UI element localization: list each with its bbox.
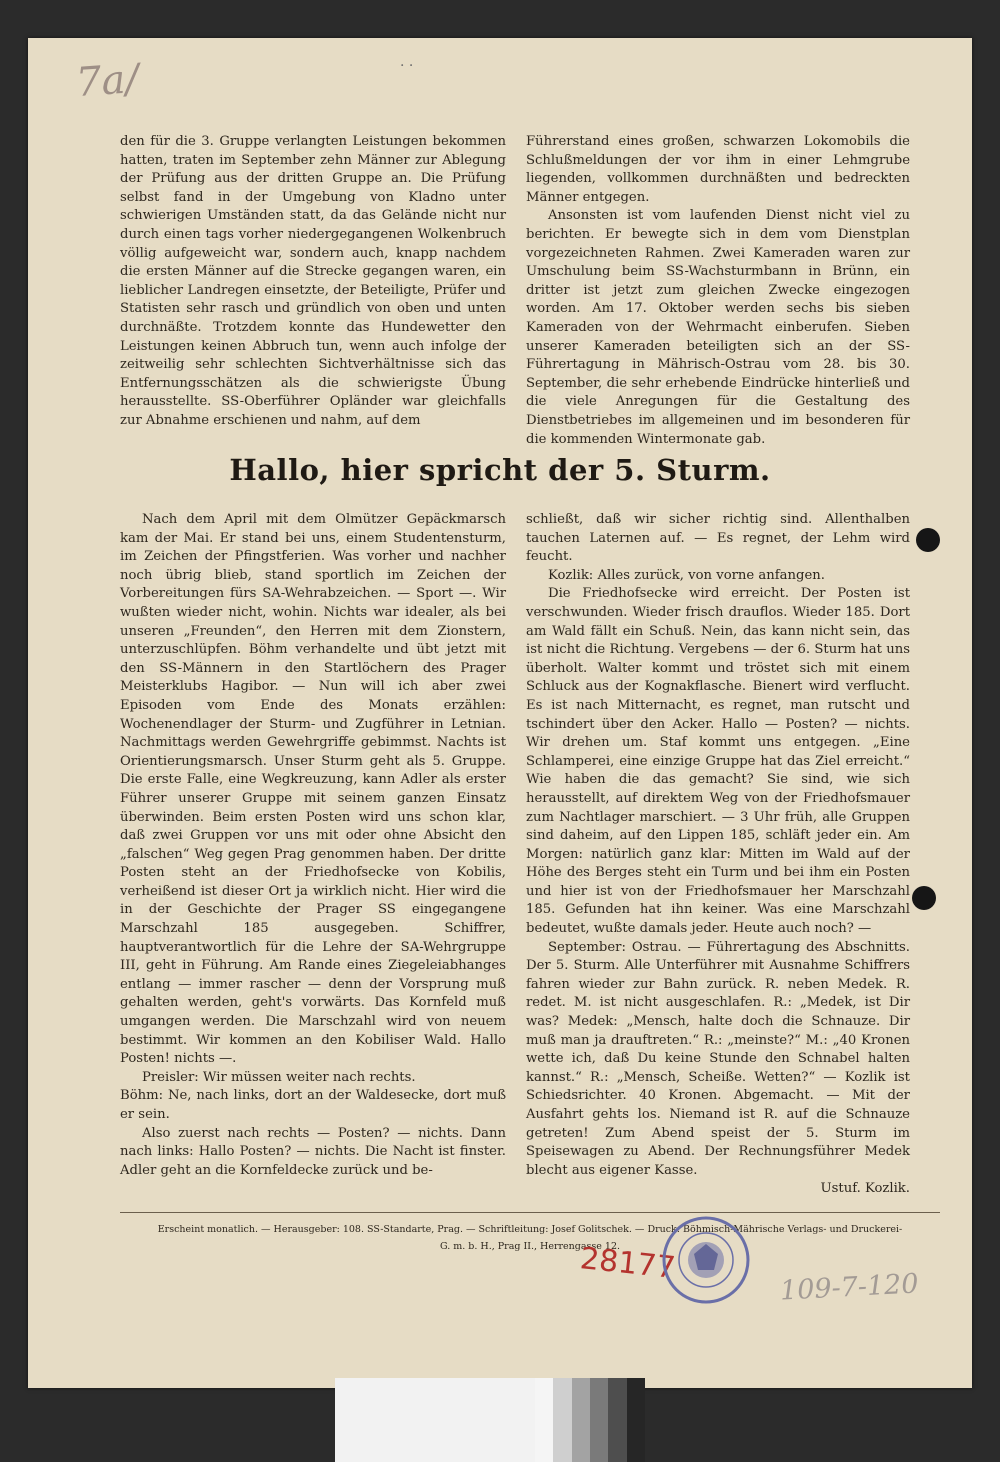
handwritten-note: 7a/	[74, 55, 141, 107]
archive-stamp-icon	[660, 1214, 752, 1306]
paragraph: Preisler: Wir müssen weiter nach rechts.	[142, 1069, 416, 1085]
imprint-line: Erscheint monatlich. — Herausgeber: 108. SS-Standarte, Prag. — Schriftleitung: Josef Golitschek. — Druck: Böhmisch-Mährische Verlags- und Druckerei-	[157, 1224, 903, 1235]
top-right-column	[526, 133, 910, 449]
paragraph: Böhm: Ne, nach links, dort an der Waldesecke, dort muß er sein.	[120, 1088, 506, 1122]
imprint-footer	[120, 1221, 940, 1255]
top-left-column	[120, 133, 506, 431]
punch-hole	[912, 886, 936, 910]
signature: Ustuf. Kozlik.	[820, 1181, 910, 1197]
pencil-mark: · ·	[400, 58, 414, 74]
right-column	[526, 511, 910, 1199]
paragraph: Kozlik: Alles zurück, von vorne anfangen.	[548, 567, 825, 583]
document-page	[28, 38, 972, 1388]
punch-hole	[916, 528, 940, 552]
paragraph: September: Ostrau. — Führertagung des Abschnitts. Der 5. Sturm. Alle Unterführer mit Ausnahme Schiffrers fahren wieder zur Bahn zurück. R. neben Medek. R. redet. M. ist nicht ausgeschlafen. R.: „Medek, ist Dir was? Medek: „Mensch, halte doch die Schnauze. Dir muß man ja drauftreten.“ R.: „meinste?“ M.: „40 Kronen wette ich, daß Du keine Stunde den Schnabel halten kannst.“ R.: „Mensch, Scheiße. Wetten?“ — Kozlik ist Schiedsrichter. 40 Kronen. Abgemacht. — Mit der Ausfahrt gehts los. Niemand ist R. auf die Schnauze getreten! Zum Abend speist der 5. Sturm im Speisewagen zu Abend. Der Rechnungsführer Medek blecht aus eigener Kasse.	[526, 939, 910, 1178]
paragraph: schließt, daß wir sicher richtig sind. Allenthalben tauchen Laternen auf. — Es regnet, der Lehm wird feucht.	[526, 512, 910, 565]
paragraph: den für die 3. Gruppe verlangten Leistungen bekommen hatten, traten im September zehn Männer zur Ablegung der Prüfung aus der dritten Gruppe an. Die Prüfung selbst fand in der Umgebung von Kladno unter schwierigen Umständen statt, da das Gelände nicht nur durch einen tags vorher niedergegangenen Wolkenbruch völlig aufgeweicht war, sondern auch, knapp nachdem die ersten Männer auf die Strecke gegangen waren, ein lieblicher Landregen einsetzte, der Beteiligte, Prüfer und Statisten sehr rasch und gründlich von oben und unten durchnäßte. Trotzdem konnte das Hundewetter den Leistungen keinen Abbruch tun, wenn auch infolge der zeitweilig sehr schlechten Sichtverhältnisse sich das Entfernungsschätzen als die schwierigste Übung herausstellte. SS-Oberführer Opländer war gleichfalls zur Abnahme erschienen und nahm, auf dem	[120, 134, 506, 428]
left-column	[120, 511, 506, 1180]
footer-rule	[120, 1212, 940, 1213]
imprint-line: G. m. b. H., Prag II., Herrengasse 12.	[439, 1241, 621, 1252]
paragraph: Die Friedhofsecke wird erreicht. Der Posten ist verschwunden. Wieder frisch drauflos. Wieder 185. Dort am Wald fällt ein Schuß. Nein, das kann nicht sein, das ist nicht die Richtung. Vergebens — der 6. Sturm hat uns überholt. Walter kommt und tröstet sich mit einem Schluck aus der Kognakflasche. Bienert wird verflucht. Es ist nach Mitternacht, es regnet, man rutscht und tschindert über den Acker. Hallo — Posten? — nichts. Wir drehen um. Staf kommt uns entgegen. „Eine Schlamperei, eine einzige Gruppe hat das Ziel erreicht.“ Wie haben die das gemacht? Sie sind, wie sich herausstellt, auf direktem Weg von der Friedhofsmauer zum Nachtlager marschiert. — 3 Uhr früh, alle Gruppen sind daheim, auf den Lippen 185, schläft jeder ein. Am Morgen: natürlich ganz klar: Mitten im Wald auf der Höhe des Berges steht ein Turm und bei ihm ein Posten und hier ist von der Friedhofsmauer her Marschzahl 185. Gefunden hat ihn keiner. Was eine Marschzahl bedeutet, wußte damals jeder. Heute auch noch? —	[526, 586, 910, 937]
paragraph: Also zuerst nach rechts — Posten? — nichts. Dann nach links: Hallo Posten? — nichts. Die Nacht ist finster. Adler geht an die Kornfeldecke zurück und be-	[120, 1125, 506, 1178]
paragraph: Führerstand eines großen, schwarzen Lokomobils die Schlußmeldungen der vor ihm in einer Lehmgrube liegenden, vollkommen durchnäßten und bedreckten Männer entgegen.	[526, 134, 910, 205]
handwritten-reference: 109-7-120	[779, 1268, 920, 1307]
grayscale-target	[535, 1378, 645, 1462]
paragraph: Nach dem April mit dem Olmützer Gepäckmarsch kam der Mai. Er stand bei uns, einem Studentensturm, im Zeichen der Pfingstferien. Was vorher und nachher noch übrig blieb, stand sportlich im Zeichen der Vorbereitungen fürs SA-Wehrabzeichen. — Sport —. Wir wußten wieder nicht, wohin. Nichts war idealer, als bei unseren „Freunden“, den Herren mit dem Zionstern, unterzuschlüpfen. Böhm verhandelte und übt jetzt mit den SS-Männern in den Startlöchern des Prager Meisterklubs Hagibor. — Nun will ich aber zwei Episoden vom Ende des Monats erzählen: Wochenendlager der Sturm- und Zugführer in Letnian. Nachmittags werden Gewehrgriffe gebimmst. Nachts ist Orientierungsmarsch. Unser Sturm geht als 5. Gruppe. Die erste Falle, eine Wegkreuzung, kann Adler als erster Führer unserer Gruppe mit seinem ganzen Einsatz überwinden. Beim ersten Posten wird uns schon klar, daß zwei Gruppen vor uns mit oder ohne Absicht den „falschen“ Weg gegen Prag genommen haben. Der dritte Posten steht an der Friedhofsecke von Kobilis, verheißend ist dieser Ort ja wirklich nicht. Hier wird die in der Geschichte der Prager SS eingegangene Marschzahl 185 ausgegeben. Schiffrer, hauptverantwortlich für die Lehre der SA-Wehrgruppe III, geht in Führung. Am Rande eines Ziegeleiabhanges entlang — immer rascher — denn der Vorsprung muß gehalten werden, geht's vorwärts. Das Kornfeld muß umgangen werden. Die Marschzahl wird von neuem bestimmt. Wir kommen an den Kobiliser Wald. Hallo Posten! nichts —.	[120, 512, 506, 1067]
archive-number: 28177	[578, 1241, 678, 1286]
article-heading: Hallo, hier spricht der 5. Sturm.	[229, 453, 771, 487]
paragraph: Ansonsten ist vom laufenden Dienst nicht viel zu berichten. Er bewegte sich in dem vom Dienstplan vorgezeichneten Rahmen. Zwei Kameraden waren zur Umschulung beim SS-Wachsturmbann in Brünn, ein dritter ist jetzt zum gleichen Zwecke eingezogen worden. Am 17. Oktober werden sechs bis sieben Kameraden von der Wehrmacht einberufen. Sieben unserer Kameraden beteiligten sich an der SS-Führertagung in Mährisch-Ostrau vom 28. bis 30. September, die sehr erhebende Eindrücke hinterließ und die viele Anregungen für die Gestaltung des Dienstbetriebes im allgemeinen und im besonderen für die kommenden Wintermonate gab.	[526, 208, 910, 447]
